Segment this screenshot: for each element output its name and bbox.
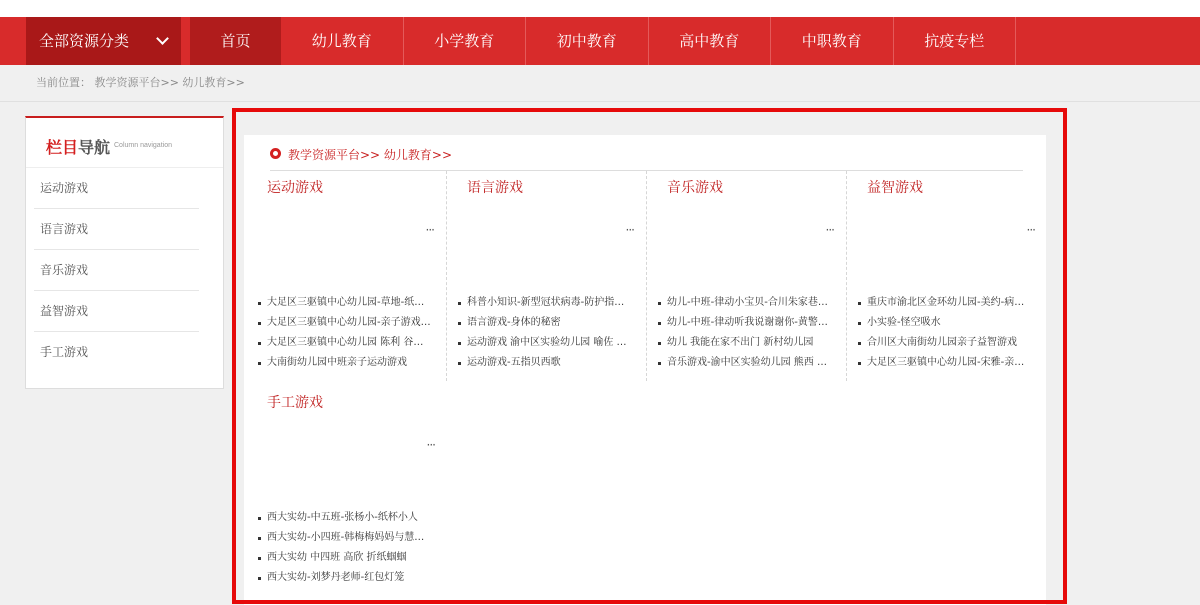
sidebar-item-language-games[interactable]: 语言游戏 (34, 209, 199, 250)
list-item[interactable]: 幼儿 我能在家不出门 新村幼儿园 (657, 333, 839, 353)
list-item[interactable]: 科普小知识-新型冠状病毒-防护指… (457, 293, 639, 313)
nav-item-vocational[interactable]: 中职教育 (771, 17, 894, 65)
sidebar-header (26, 118, 223, 168)
main-navbar (0, 17, 1200, 65)
list-item[interactable]: 西大实幼-中五班-张杨小-纸杯小人 (257, 508, 439, 528)
sidebar-item-music-games[interactable]: 音乐游戏 (34, 250, 199, 291)
sidebar-item-craft-games[interactable]: 手工游戏 (40, 345, 89, 359)
sidebar-subtitle: Column navigation (114, 142, 172, 149)
category-title[interactable]: 音乐游戏 (667, 180, 723, 196)
sidebar-title-red: 栏目 (46, 138, 79, 157)
column-navigation-sidebar (25, 116, 224, 389)
top-strip (0, 0, 1200, 17)
sidebar-item-puzzle-games[interactable]: 益智游戏 (34, 291, 199, 332)
nav-item-preschool[interactable]: 幼儿教育 (281, 17, 404, 65)
more-link[interactable]: ··· (1026, 223, 1035, 237)
more-link[interactable]: ··· (426, 438, 435, 452)
list-item[interactable]: 大足区三驱镇中心幼儿园-亲子游戏… (257, 313, 439, 333)
highlight-frame (232, 108, 1067, 604)
list-item[interactable]: 西大实幼-小四班-韩梅梅妈妈与慧… (257, 528, 439, 548)
list-item[interactable]: 小实验-怪空吸水 (857, 313, 1039, 333)
breadcrumb: 当前位置： 教学资源平台>> 幼儿教育>> (36, 76, 245, 89)
list-item[interactable]: 重庆市渝北区金环幼儿园-美约-病… (857, 293, 1039, 313)
category-title[interactable]: 益智游戏 (867, 180, 923, 196)
list-item[interactable]: 运动游戏-五指贝西歌 (457, 353, 639, 373)
list-item[interactable]: 语言游戏-身体的秘密 (457, 313, 639, 333)
divider (0, 101, 1200, 102)
category-title[interactable]: 手工游戏 (267, 395, 323, 411)
sidebar-title (46, 135, 110, 158)
list-item[interactable]: 大南街幼儿园中班亲子运动游戏 (257, 353, 439, 373)
list-item[interactable]: 西大实幼 中四班 高欣 折纸蝈蝈 (257, 548, 439, 568)
all-categories-dropdown[interactable] (26, 17, 181, 65)
list-item[interactable]: 幼儿-中班-律动听我说谢谢你-黄警… (657, 313, 839, 333)
list-item[interactable]: 大足区三驱镇中心幼儿园-草地-纸… (257, 293, 439, 313)
nav-item-epidemic[interactable]: 抗疫专栏 (894, 17, 1017, 65)
more-link[interactable]: ··· (425, 223, 434, 237)
more-link[interactable]: ··· (825, 223, 834, 237)
sidebar-title-rest: 导航 (78, 138, 111, 157)
chevron-down-icon (156, 32, 169, 45)
nav-item-junior-high[interactable]: 初中教育 (526, 17, 649, 65)
list-item[interactable]: 大足区三驱镇中心幼儿园-宋雅-亲… (857, 353, 1039, 373)
nav-item-primary[interactable]: 小学教育 (404, 17, 527, 65)
nav-item-home[interactable]: 首页 (190, 17, 281, 65)
list-item[interactable]: 西大实幼-刘梦丹老师-红包灯笼 (257, 568, 439, 588)
list-item[interactable]: 合川区大南街幼儿园亲子益智游戏 (857, 333, 1039, 353)
nav-item-senior-high[interactable]: 高中教育 (649, 17, 772, 65)
category-title[interactable]: 运动游戏 (267, 180, 323, 196)
list-item[interactable]: 幼儿-中班-律动小宝贝-合川朱家巷… (657, 293, 839, 313)
panel-path: 教学资源平台>> 幼儿教育>> (288, 148, 453, 162)
list-item[interactable]: 运动游戏 渝中区实验幼儿园 喻佐 … (457, 333, 639, 353)
sidebar-item-sports-games[interactable]: 运动游戏 (34, 168, 199, 209)
all-categories-label: 全部资源分类 (39, 32, 130, 50)
more-link[interactable]: ··· (625, 223, 634, 237)
list-item[interactable]: 大足区三驱镇中心幼儿园 陈利 谷… (257, 333, 439, 353)
list-item[interactable]: 音乐游戏-渝中区实验幼儿园 熊西 … (657, 353, 839, 373)
nav-menu (190, 17, 1016, 65)
category-title[interactable]: 语言游戏 (467, 180, 523, 196)
